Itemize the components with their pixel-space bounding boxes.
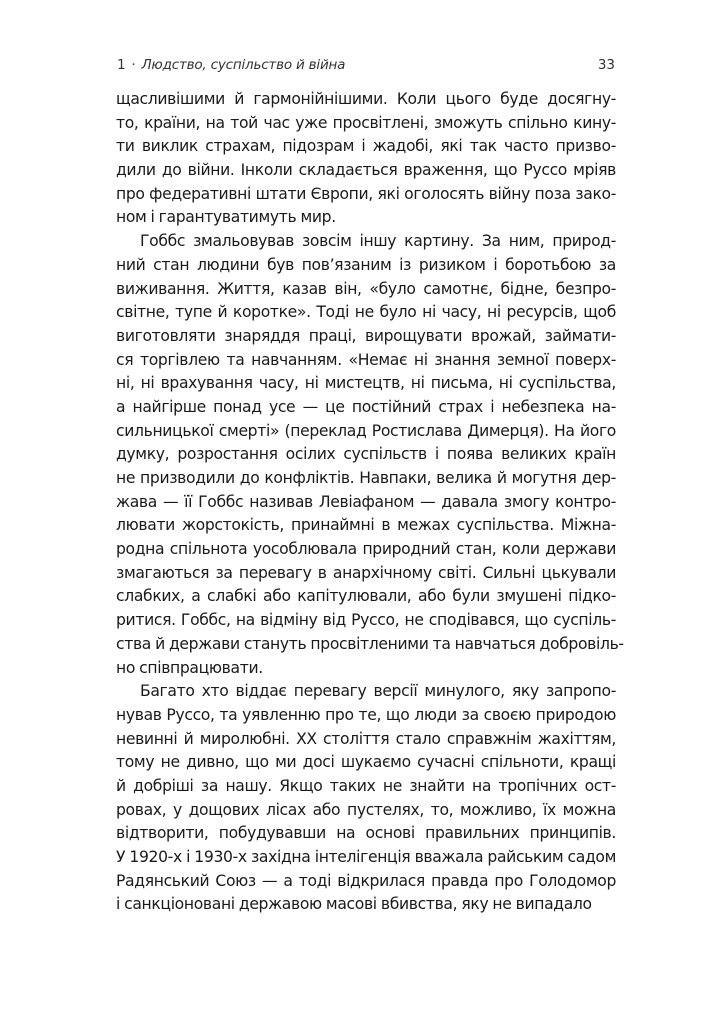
body-text: [116, 88, 624, 917]
text-line: і санкціоновані державою масові вбивства, яку не випадало: [116, 895, 592, 914]
text-line: ном і гарантуватимуть мир.: [116, 208, 336, 227]
text-line: дили до війни. Інколи складається враження, що Руссо мріяв: [116, 161, 616, 180]
text-line: жава — її Гоббс називав Левіафаном — давала змогу контро-: [116, 492, 616, 511]
text-line: не призводили до конфліктів. Навпаки, велика й могутня дер-: [116, 469, 616, 487]
text-line: лювати жорстокість, принаймні в межах суспільства. Міжна-: [116, 516, 616, 535]
page-number: 33: [597, 57, 615, 73]
text-line: виготовляти знаряддя праці, вирощувати врожай, займати-: [116, 326, 616, 345]
text-line: ний стан людини був пов’язаним із ризиком і боротьбою за: [116, 255, 616, 274]
text-line: ства й держави стануть просвітленими та навчаться добровіль-: [116, 634, 624, 653]
text-line: щасливішими й гармонійнішими. Коли цього буде досягну-: [116, 90, 616, 108]
chapter-heading: [117, 56, 345, 74]
text-line: Гоббс змальовував зовсім іншу картину. За ним, природ-: [140, 232, 616, 251]
text-line: Багато хто віддає перевагу версії минулого, яку запропо-: [140, 682, 616, 701]
header-separator: ·: [131, 57, 136, 73]
text-line: відтворити, побудувавши на основі правильних принципів.: [116, 824, 616, 843]
text-line: Радянський Союз — а тоді відкрилася правда про Голодомор: [116, 871, 616, 890]
running-head: [117, 56, 615, 74]
text-line: виживання. Життя, казав він, «було самотнє, бідне, безпро-: [116, 279, 616, 298]
text-line: ровах, у дощових лісах або пустелях, то, можливо, їх можна: [116, 800, 616, 819]
text-line: родна спільнота уособлювала природний стан, коли держави: [116, 540, 616, 559]
text-line: ритися. Гоббс, на відміну від Руссо, не сподівався, що суспіль-: [116, 611, 616, 630]
text-line: ся торгівлею та навчанням. «Немає ні знання земної поверх-: [116, 350, 616, 369]
text-line: невинні й миролюбні. XX століття стало справжнім жахіттям,: [116, 729, 616, 748]
text-line: думку, розростання осілих суспільств і поява великих країн: [116, 445, 616, 464]
text-line: ні, ні врахування часу, ні мистецтв, ні письма, ні суспільства,: [116, 374, 616, 393]
paragraph: [116, 680, 616, 917]
text-line: про федеративні штати Європи, які оголосять війну поза зако-: [116, 184, 616, 203]
text-line: нував Руссо, та уявленню про те, що люди за своєю природою: [116, 705, 616, 724]
text-line: тому не дивно, що ми досі шукаємо сучасні спільноти, кращі: [116, 753, 616, 772]
text-line: змагаються за перевагу в анархічному світі. Сильні цькували: [116, 563, 616, 582]
paragraph: [116, 230, 624, 680]
text-line: ти виклик страхам, підозрам і жадобі, які так часто призво-: [116, 137, 616, 156]
text-line: а найгірше понад усе — це постійний страх і небезпека на-: [116, 397, 616, 416]
text-line: світне, тупе й коротке». Тоді не було ні часу, ні ресурсів, щоб: [116, 303, 616, 322]
text-line: слабких, а слабкі або капітулювали, або були змушені підко-: [116, 587, 616, 606]
text-line: У 1920-х і 1930-х західна інтелігенція вважала райським садом: [116, 848, 616, 866]
chapter-number: 1: [117, 57, 126, 73]
paragraph: [116, 88, 616, 230]
text-line: й добріші за нашу. Якщо таких не знайти на тропічних ост-: [116, 776, 616, 795]
text-line: то, країни, на той час уже просвітлені, зможуть спільно кину-: [116, 113, 616, 132]
chapter-title: Людство, суспільство й війна: [141, 57, 346, 73]
text-line: сильницької смерті» (переклад Ростислава Димерця). На його: [116, 421, 616, 440]
text-line: но співпрацювати.: [116, 658, 263, 677]
